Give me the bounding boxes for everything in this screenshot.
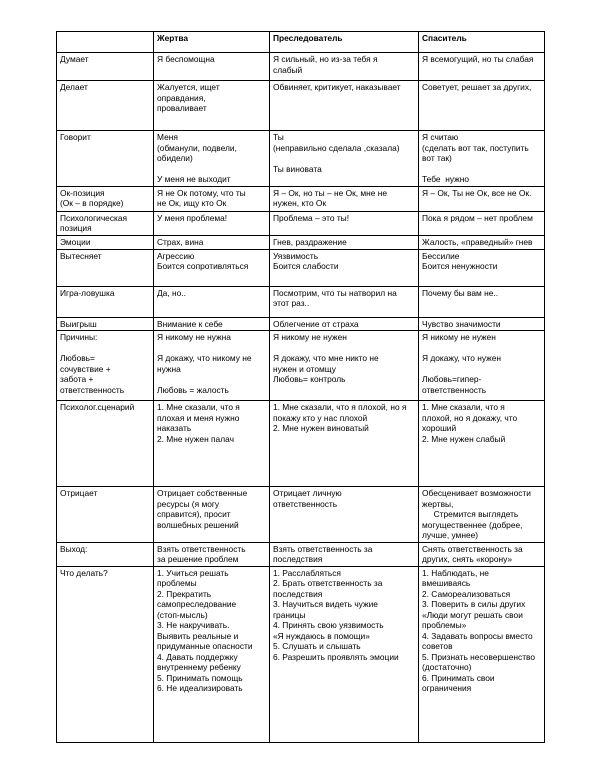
cell-text-line: (сделать вот так, поступить	[422, 142, 529, 153]
cell-text-line: проблемы»	[422, 620, 467, 630]
cell-text-line: 4. Задавать вопросы вместо	[422, 630, 533, 641]
table-row	[57, 566, 545, 742]
cell-text-line: Отрицает	[60, 488, 98, 498]
persecutor-cell	[270, 566, 419, 742]
cell-text-line: Облегчение от страха	[273, 318, 359, 329]
cell-text-line: нужен и отомщу	[273, 363, 336, 374]
cell-text-line: Я – Ок, но ты – не Ок, мне не	[273, 187, 388, 198]
row-label	[57, 487, 154, 543]
cell-text-line	[422, 164, 541, 175]
rescuer-cell	[419, 235, 545, 249]
cell-text-line: 2. Самореализоваться	[422, 588, 511, 599]
victim-cell	[154, 235, 270, 249]
cell-text-line: 2. Мне нужен палач	[157, 433, 234, 444]
cell-text-line	[60, 343, 150, 354]
cell-text-line: Причины:	[60, 332, 98, 342]
row-label	[57, 286, 154, 317]
cell-text-line	[157, 164, 266, 175]
cell-text-line: 5. Слушать и слышать	[273, 641, 361, 651]
cell-text-line: Выигрыш	[60, 318, 97, 329]
row-label	[57, 131, 154, 187]
header-rescuer: Спаситель	[419, 32, 545, 53]
table-row	[57, 211, 545, 235]
cell-text-line: нужна	[157, 363, 181, 374]
cell-text-line: У меня проблема!	[157, 212, 228, 223]
cell-text-line: Я беспомощна	[157, 54, 215, 64]
cell-text-line: 2. Мне нужен слабый	[422, 433, 506, 444]
cell-text-line: 6. Разрешить проявлять эмоции	[273, 651, 399, 662]
row-label	[57, 566, 154, 742]
cell-text-line: 1. Мне сказали, что я	[157, 402, 240, 412]
cell-text-line: Жалость, «праведный» гнев	[422, 236, 533, 247]
row-label	[57, 331, 154, 401]
cell-text-line: последствия	[273, 554, 323, 564]
cell-text-line: Любовь=	[60, 353, 95, 363]
row-label	[57, 542, 154, 566]
cell-text-line: Ты виновата	[273, 163, 322, 174]
cell-text-line: У меня не выходит	[157, 174, 231, 184]
victim-cell	[154, 211, 270, 235]
persecutor-cell	[270, 317, 419, 331]
cell-text-line: Агрессию	[157, 250, 195, 261]
cell-text-line: Боится слабости	[273, 261, 339, 271]
rescuer-cell	[419, 81, 545, 131]
cell-text-line: Отрицает личную	[273, 488, 342, 498]
victim-cell	[154, 286, 270, 317]
victim-cell	[154, 401, 270, 487]
cell-text-line: (неправильно сделала ,сказала)	[273, 142, 400, 153]
row-label	[57, 317, 154, 331]
rescuer-cell	[419, 131, 545, 187]
cell-text-line: придуманные опасности	[157, 641, 253, 651]
cell-text-line: (стоп-мысль)	[157, 609, 208, 620]
cell-text-line: Стремится выглядеть	[422, 509, 519, 519]
table-row	[57, 186, 545, 211]
row-label	[57, 53, 154, 81]
header-empty-cell	[57, 32, 154, 53]
cell-text-line: 1. Наблюдать, не	[422, 567, 489, 578]
cell-text-line: ответственность	[273, 498, 338, 509]
cell-text-line: советов	[422, 641, 453, 651]
cell-text-line: Уязвимость	[273, 250, 319, 261]
cell-text-line: последствия	[273, 588, 323, 599]
persecutor-cell	[270, 131, 419, 187]
row-label	[57, 81, 154, 131]
cell-text-line: Я никому не нужен	[422, 332, 496, 342]
cell-text-line: нужен, кто Ок	[273, 198, 327, 208]
cell-text-line: «Люди могут решать свои	[422, 609, 523, 620]
cell-text-line: оправдания,	[157, 92, 206, 103]
cell-text-line: 1. Мне сказали, что я	[422, 402, 505, 412]
cell-text-line: забота +	[60, 374, 94, 384]
cell-text-line: Я докажу, что нужен	[422, 353, 502, 363]
rescuer-cell	[419, 487, 545, 543]
cell-text-line: Обвиняет, критикует, наказывает	[273, 82, 401, 92]
cell-text-line: Страх, вина	[157, 236, 204, 247]
cell-text-line: Меня	[157, 132, 178, 142]
cell-text-line: Обесценивает возможности	[422, 488, 531, 498]
cell-text-line: Да, но..	[157, 287, 186, 298]
cell-text-line: Игра-ловушка	[60, 287, 115, 298]
cell-text-line: Взять ответственность	[157, 543, 246, 554]
cell-text-line: 2. Мне нужен виноватый	[273, 423, 369, 433]
cell-text-line: 5. Принимать помощь	[157, 672, 243, 683]
cell-text-line: 4. Давать поддержку	[157, 651, 238, 662]
persecutor-cell	[270, 331, 419, 401]
persecutor-cell	[270, 235, 419, 249]
cell-text-line: Выход:	[60, 543, 88, 554]
cell-text-line: Внимание к себе	[157, 318, 223, 329]
cell-text-line: ответственность	[422, 384, 487, 395]
cell-text-line	[422, 343, 541, 354]
row-label	[57, 186, 154, 211]
cell-text-line: Я никому не нужен	[273, 332, 347, 342]
cell-text-line: Думает	[60, 54, 89, 64]
cell-text-line: Посмотрим, что ты натворил на	[273, 287, 397, 298]
persecutor-cell	[270, 186, 419, 211]
victim-cell	[154, 566, 270, 742]
cell-text-line: позиция	[60, 223, 92, 233]
cell-text-line: не Ок, ищу кто Ок	[157, 198, 227, 208]
persecutor-cell	[270, 487, 419, 543]
victim-cell	[154, 53, 270, 81]
cell-text-line: Я считаю	[422, 132, 459, 142]
cell-text-line: плохая и меня нужно	[157, 412, 240, 423]
cell-text-line: Любовь=гипер-	[422, 374, 482, 384]
cell-text-line: Вытесняет	[60, 250, 102, 261]
header-persecutor: Преследователь	[270, 32, 419, 53]
cell-text-line: плохой, но я докажу, что	[422, 412, 518, 423]
table-row	[57, 235, 545, 249]
row-label	[57, 235, 154, 249]
cell-text-line: Боится ненужности	[422, 261, 498, 271]
comparison-table	[56, 31, 545, 743]
table-row	[57, 286, 545, 317]
cell-text-line: 6. Принимать свои	[422, 672, 495, 683]
rescuer-cell	[419, 317, 545, 331]
rescuer-cell	[419, 286, 545, 317]
row-label	[57, 249, 154, 286]
rescuer-cell	[419, 186, 545, 211]
victim-cell	[154, 131, 270, 187]
cell-text-line: Эмоции	[60, 236, 91, 247]
cell-text-line	[273, 153, 415, 164]
cell-text-line: Боится сопротивляться	[157, 261, 249, 271]
persecutor-cell	[270, 211, 419, 235]
cell-text-line: 2. Прекратить	[157, 588, 212, 599]
victim-cell	[154, 81, 270, 131]
cell-text-line: Отрицает собственные	[157, 488, 248, 498]
cell-text-line: других, снять «корону»	[422, 554, 513, 564]
rescuer-cell	[419, 542, 545, 566]
table-row	[57, 542, 545, 566]
cell-text-line: (Ок – в порядке)	[60, 198, 124, 208]
cell-text-line: 1. Учиться решать	[157, 567, 229, 578]
rescuer-cell	[419, 331, 545, 401]
cell-text-line: самопреследование	[157, 599, 237, 609]
persecutor-cell	[270, 542, 419, 566]
persecutor-cell	[270, 53, 419, 81]
victim-cell	[154, 487, 270, 543]
persecutor-cell	[270, 286, 419, 317]
cell-text-line: Я сильный, но из-за тебя я	[273, 54, 378, 64]
cell-text-line: покажу кто у нас плохой	[273, 412, 368, 423]
table-row	[57, 317, 545, 331]
victim-cell	[154, 249, 270, 286]
rescuer-cell	[419, 566, 545, 742]
header-row	[57, 32, 545, 53]
cell-text-line: Я докажу, что мне никто не	[273, 353, 379, 363]
cell-text-line: волшебных решений	[157, 519, 239, 530]
cell-text-line: Я – Ок, Ты не Ок, все не Ок.	[422, 187, 532, 198]
table-row	[57, 249, 545, 286]
rescuer-cell	[419, 401, 545, 487]
cell-text-line: жертвы,	[422, 498, 454, 509]
cell-text-line: вот так)	[422, 153, 452, 163]
cell-text-line: Тебе нужно	[422, 174, 470, 184]
cell-text-line: 1. Расслабляться	[273, 567, 341, 578]
cell-text-line	[157, 374, 266, 385]
cell-text-line: Советует, решает за других,	[422, 82, 532, 92]
cell-text-line: вмешиваясь	[422, 578, 471, 588]
cell-text-line: Взять ответственность за	[273, 543, 373, 554]
cell-text-line: Говорит	[60, 132, 91, 142]
cell-text-line: Я докажу, что никому не	[157, 353, 252, 363]
table-row	[57, 331, 545, 401]
cell-text-line: Гнев, раздражение	[273, 236, 347, 247]
cell-text-line: 2. Брать ответственность за	[273, 578, 383, 588]
cell-text-line: Жалуется, ищет	[157, 82, 220, 92]
cell-text-line: проваливает	[157, 103, 207, 113]
cell-text-line: слабый	[273, 64, 303, 75]
table-row	[57, 81, 545, 131]
persecutor-cell	[270, 401, 419, 487]
cell-text-line: Ты	[273, 132, 284, 142]
cell-text-line: Делает	[60, 82, 88, 92]
header-victim: Жертва	[154, 32, 270, 53]
cell-text-line: Пока я рядом – нет проблем	[422, 212, 533, 223]
cell-text-line: лучше, умнее)	[422, 530, 479, 540]
cell-text-line: за решение проблем	[157, 554, 239, 564]
rescuer-cell	[419, 53, 545, 81]
row-label	[57, 211, 154, 235]
cell-text-line: Ок-позиция	[60, 187, 105, 198]
cell-text-line: ресурсы (я могу	[157, 498, 220, 509]
cell-text-line: Любовь = жалость	[157, 384, 229, 395]
cell-text-line: 4. Принять свою уязвимость	[273, 620, 384, 630]
cell-text-line: хороший	[422, 423, 457, 433]
cell-text-line: 5. Признать несовершенство	[422, 651, 536, 662]
cell-text-line: проблемы	[157, 578, 197, 588]
cell-text-line: могущественнее (добрее,	[422, 519, 523, 530]
cell-text-line: Психолог.сценарий	[60, 402, 135, 412]
persecutor-cell	[270, 81, 419, 131]
cell-text-line: 6. Не идеализировать	[157, 683, 243, 693]
cell-text-line: справится), просит	[157, 509, 231, 519]
cell-text-line: Психологическая	[60, 212, 128, 223]
cell-text-line	[157, 343, 266, 354]
rescuer-cell	[419, 249, 545, 286]
cell-text-line: Что делать?	[60, 567, 108, 578]
row-label	[57, 401, 154, 487]
cell-text-line: Любовь= контроль	[273, 374, 346, 384]
cell-text-line: Выявить реальные и	[157, 630, 239, 641]
cell-text-line: Проблема – это ты!	[273, 212, 350, 223]
victim-cell	[154, 186, 270, 211]
victim-cell	[154, 542, 270, 566]
victim-cell	[154, 317, 270, 331]
cell-text-line: «Я нуждаюсь в помощи»	[273, 630, 370, 641]
table-row	[57, 487, 545, 543]
cell-text-line: наказать	[157, 423, 192, 433]
cell-text-line: 3. Не накручивать.	[157, 620, 230, 630]
table-row	[57, 131, 545, 187]
persecutor-cell	[270, 249, 419, 286]
cell-text-line: обидели)	[157, 153, 193, 163]
cell-text-line: Бессилие	[422, 250, 460, 261]
cell-text-line: 3. Научиться видеть чужие	[273, 599, 378, 609]
cell-text-line: сочувствие +	[60, 363, 111, 374]
table-row	[57, 53, 545, 81]
cell-text-line: Почему бы вам не..	[422, 287, 499, 298]
cell-text-line: Я не Ок потому, что ты	[157, 187, 246, 198]
cell-text-line: внутреннему ребенку	[157, 662, 241, 672]
cell-text-line: ограничения	[422, 683, 472, 693]
table-row	[57, 401, 545, 487]
cell-text-line: этот раз..	[273, 298, 310, 308]
cell-text-line: Я всемогущий, но ты слабая	[422, 54, 534, 64]
cell-text-line: границы	[273, 609, 306, 620]
cell-text-line: ответственность	[60, 384, 125, 395]
cell-text-line: Чувство значимости	[422, 318, 501, 329]
cell-text-line: 1. Мне сказали, что я плохой, но я	[273, 402, 407, 412]
cell-text-line: Снять ответственность за	[422, 543, 523, 554]
victim-cell	[154, 331, 270, 401]
cell-text-line: 3. Поверить в силы других	[422, 599, 526, 609]
rescuer-cell	[419, 211, 545, 235]
cell-text-line: (достаточно)	[422, 662, 472, 672]
cell-text-line	[273, 343, 415, 354]
cell-text-line: (обманули, подвели,	[157, 142, 237, 153]
cell-text-line	[422, 364, 541, 375]
cell-text-line: Я никому не нужна	[157, 332, 231, 342]
